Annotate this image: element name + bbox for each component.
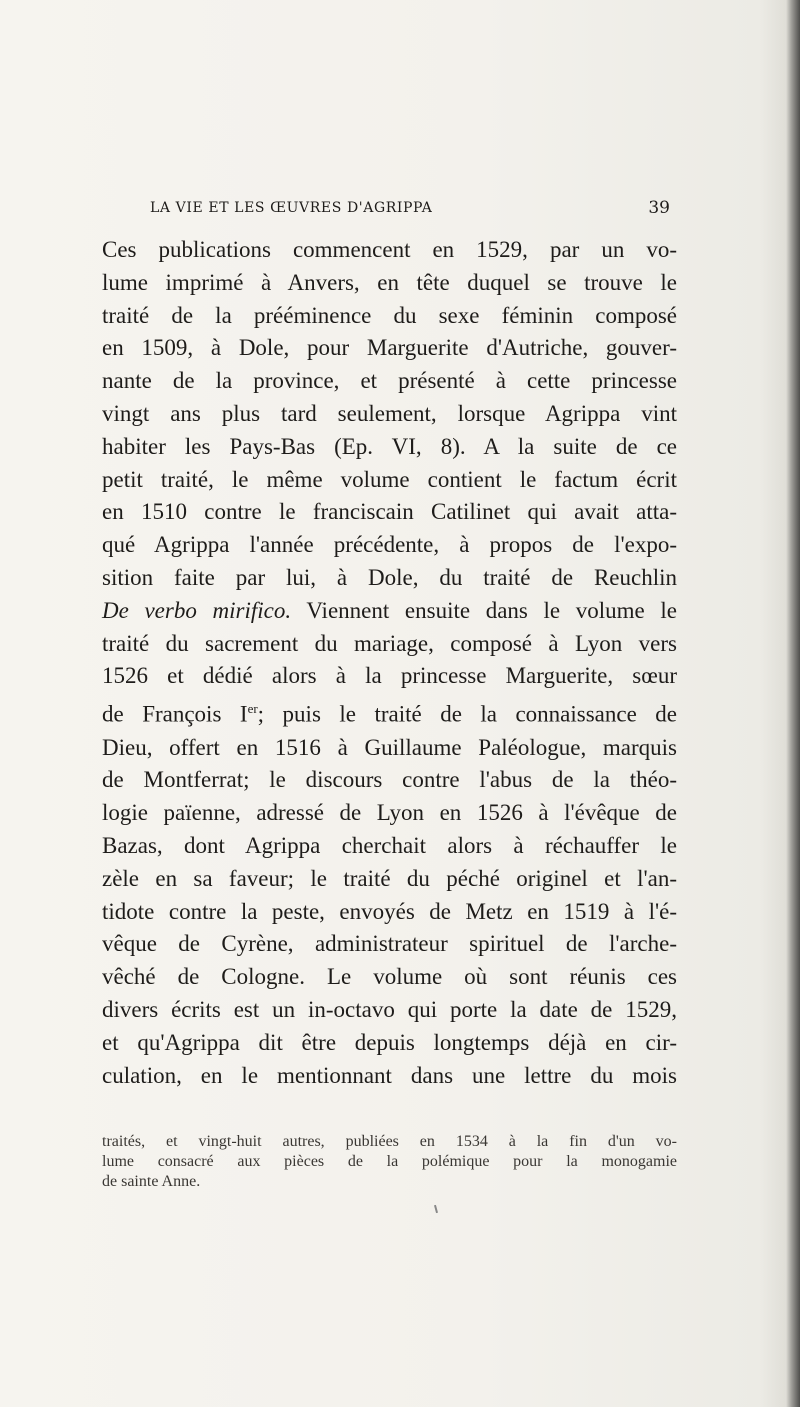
- text-line: de Montferrat; le discours contre l'abus de la théo-: [102, 767, 677, 793]
- page-header: [150, 200, 670, 224]
- text-line-with-superscript: [102, 693, 677, 731]
- text-line: petit traité, le même volume contient le factum écrit: [102, 466, 677, 492]
- text-line: Dieu, offert en 1516 à Guillaume Paléologue, marquis: [102, 734, 677, 760]
- running-head: LA VIE ET LES ŒUVRES D'AGRIPPA: [150, 200, 433, 216]
- print-mark: [434, 1205, 438, 1213]
- text-line: 1526 et dédié alors à la princesse Marguerite, sœur: [102, 663, 677, 689]
- text-line: qué Agrippa l'année précédente, à propos de l'expo-: [102, 532, 677, 558]
- text-line: lume imprimé à Anvers, en tête duquel se trouve le: [102, 269, 677, 295]
- text-line: habiter les Pays-Bas (Ep. VI, 8). A la suite de ce: [102, 433, 677, 459]
- text-line: nante de la province, et présenté à cette princesse: [102, 368, 677, 394]
- text-line: en 1509, à Dole, pour Marguerite d'Autriche, gouver-: [102, 335, 677, 361]
- text-line: tidote contre la peste, envoyés de Metz en 1519 à l'é-: [102, 898, 677, 924]
- superscript: er: [247, 701, 258, 717]
- footnote: [102, 1132, 677, 1192]
- text-line: vingt ans plus tard seulement, lorsque Agrippa vint: [102, 400, 677, 426]
- text-line: logie païenne, adressé de Lyon en 1526 à l'évêque de: [102, 800, 677, 826]
- text-fragment: Viennent ensuite dans le volume le: [306, 597, 678, 623]
- text-line: divers écrits est un in-octavo qui porte la date de 1529,: [102, 996, 677, 1022]
- text-fragment: ; puis le traité de la connaissance de: [257, 701, 678, 727]
- page-edge-shadow: [786, 0, 800, 1407]
- footnote-line: lume consacré aux pièces de la polémique pour la monogamie: [102, 1153, 677, 1170]
- text-line: traité de la prééminence du sexe féminin composé: [102, 302, 677, 328]
- main-paragraph: [102, 234, 677, 1092]
- text-line: en 1510 contre le franciscain Catilinet qui avait atta-: [102, 499, 677, 525]
- page-number: 39: [648, 198, 670, 218]
- text-line: et qu'Agrippa dit être depuis longtemps déjà en cir-: [102, 1029, 677, 1055]
- footnote-line: de sainte Anne.: [102, 1173, 201, 1190]
- text-fragment: de François I: [102, 701, 248, 727]
- italic-title: De verbo mirifico.: [102, 597, 292, 623]
- text-line: culation, en le mentionnant dans une lettre du mois: [102, 1062, 677, 1088]
- text-line: Ces publications commencent en 1529, par un vo-: [102, 237, 677, 262]
- text-line: vêque de Cyrène, administrateur spirituel de l'arche-: [102, 931, 677, 957]
- footnote-line: traités, et vingt-huit autres, publiées en 1534 à la fin d'un vo-: [102, 1133, 677, 1150]
- text-line: zèle en sa faveur; le traité du péché originel et l'an-: [102, 865, 677, 891]
- text-line: vêché de Cologne. Le volume où sont réunis ces: [102, 964, 677, 990]
- text-line-with-title: [102, 595, 677, 628]
- text-line: Bazas, dont Agrippa cherchait alors à réchauffer le: [102, 833, 677, 858]
- text-line: sition faite par lui, à Dole, du traité de Reuchlin: [102, 564, 677, 590]
- text-line: traité du sacrement du mariage, composé à Lyon vers: [102, 630, 677, 656]
